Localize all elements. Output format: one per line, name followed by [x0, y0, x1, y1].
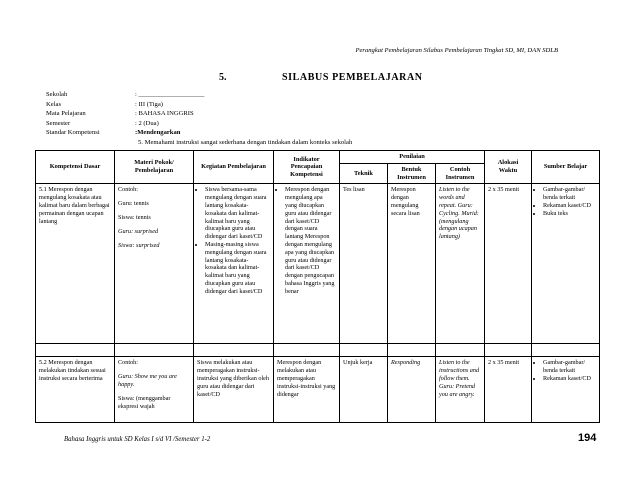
info-value: : BAHASA INGGRIS: [135, 110, 194, 118]
cell-teknik: Tes lisan: [340, 184, 388, 344]
info-row-sekolah: [46, 90, 352, 100]
materi-line: Guru: tennis: [118, 200, 149, 208]
sumber-item: • Rekaman kaset/CD: [543, 202, 596, 210]
materi-line: Siswa: surprised: [118, 241, 160, 249]
cell-teknik: Unjuk kerja: [340, 357, 388, 423]
footer-title: Bahasa Inggris untuk SD Kelas I s/d VI /Semester 1-2: [64, 436, 211, 443]
table-row: [36, 357, 600, 423]
info-value: : 2 (Dua): [135, 119, 159, 127]
cell-kompetensi: 5.2 Merespon dengan melakukan tindakan sesuai instruksi secara berterima: [36, 357, 115, 423]
info-value: : III (Tiga): [135, 100, 163, 108]
col-bentuk: Bentuk Instrumen: [388, 163, 436, 184]
materi-line: Contoh:: [118, 359, 138, 367]
sumber-item: • Rekaman kaset/CD: [543, 375, 596, 383]
col-sumber: Sumber Belajar: [532, 151, 600, 184]
sumber-item: • Gambar-gambar/ benda terkait: [543, 359, 596, 375]
col-kegiatan: Kegiatan Pembelajaran: [194, 151, 274, 184]
sk-detail: 5. Memahami instruksi sangat sederhana dengan tindakan dalam konteks sekolah: [138, 138, 353, 146]
table-row: [36, 184, 600, 344]
kegiatan-item: • Siswa bersama-sama mengulang dengan suara lantang kosakata-kosakata dan kalimat-kalimat baru yang diucapkan guru atau didengar dari kaset/CD: [205, 186, 270, 241]
info-row-mapel: [46, 109, 352, 119]
cell-kegiatan: [194, 184, 274, 344]
col-contoh: Contoh Instrumen: [436, 163, 485, 184]
syllabus-table: [35, 150, 600, 423]
cell-contoh: Listen to the words and repeat. Guru: Cycling. Murid: (mengulang dengan ucapan lantang): [436, 184, 485, 344]
cell-kompetensi: 5.1 Merespon dengan mengulang kosakata atau kalimat baru dalam berbagai permainan dengan ucapan lantang: [36, 184, 115, 344]
cell-indikator: [274, 184, 340, 344]
materi-line: Contoh:: [118, 186, 138, 194]
cell-materi: [115, 357, 194, 423]
sumber-item: • Buku teks: [543, 210, 596, 218]
info-label: Kelas: [46, 100, 62, 108]
page-title: SILABUS PEMBELAJARAN: [282, 72, 423, 83]
info-label: Sekolah: [46, 91, 68, 98]
info-label: Semester: [46, 119, 71, 127]
cell-bentuk: Responding: [388, 357, 436, 423]
cell-sumber: [532, 357, 600, 423]
info-label: Standar Kompetensi: [46, 129, 100, 137]
sumber-item: • Gambar-gambar/ benda terkait: [543, 186, 596, 202]
materi-line: Guru: Show me you are happy.: [118, 373, 177, 388]
info-row-semester: [46, 119, 352, 129]
cell-materi: [115, 184, 194, 344]
col-teknik: Teknik: [340, 163, 388, 184]
kegiatan-item: • Masing-masing siswa mengulang dengan suara lantang kosakata-kosakata dan kalimat-kalimat baru yang diucapkan guru atau didengar dari kaset/CD: [205, 241, 270, 296]
materi-line: Siswa: tennis: [118, 213, 151, 221]
cell-alokasi: 2 x 35 menit: [485, 184, 532, 344]
cell-kegiatan: Siswa melakukan atau memperagakan instruksi-instruksi yang diberikan oleh guru atau didengar dari kaset/CD: [194, 357, 274, 423]
info-row-kelas: [46, 100, 352, 110]
col-indikator: Indikator Pencapaian Kompetensi: [274, 151, 340, 184]
cell-indikator: Merespon dengan melakukan atau memperagakan instruksi-instruksi yang didengar: [274, 357, 340, 423]
document-header: Perangkat Pembelajaran Silabus Pembelajaran Tingkat SD, MI, DAN SDLB: [355, 47, 558, 54]
cell-contoh: Listen to the instructions and follow them. Guru: Pretend you are angry.: [436, 357, 485, 423]
cell-bentuk: Merespon dengan mengulang secara lisan: [388, 184, 436, 344]
materi-line: Guru: surprised: [118, 227, 159, 235]
section-number: 5.: [219, 72, 227, 83]
cell-alokasi: 2 x 35 menit: [485, 357, 532, 423]
col-alokasi: Alokasi Waktu: [485, 151, 532, 184]
col-penilaian: Penilaian: [340, 151, 485, 164]
info-value: : ____________________: [135, 91, 205, 98]
indikator-item: • Merespon dengan mengulang apa yang diucapkan guru atau didengar dari kaset/CD dengan suara lantang Merespon dengan mengulang apa yang diucapkan guru atau didengar dari kaset/CD dengan pengucapan bahasa Inggris yang benar: [285, 186, 336, 295]
syllabus-info: [46, 90, 352, 148]
info-row-standar: [46, 128, 352, 138]
info-label: Mata Pelajaran: [46, 110, 86, 118]
col-kompetensi: Kompetensi Dasar: [36, 151, 115, 184]
info-value: :Mendengarkan: [135, 129, 181, 137]
row-spacer: [36, 344, 600, 357]
cell-sumber: [532, 184, 600, 344]
page-number: 194: [578, 432, 597, 444]
materi-line: Siswa: (menggambar ekspresi wajah: [118, 394, 171, 410]
col-materi: Materi Pokok/ Pembelajaran: [115, 151, 194, 184]
